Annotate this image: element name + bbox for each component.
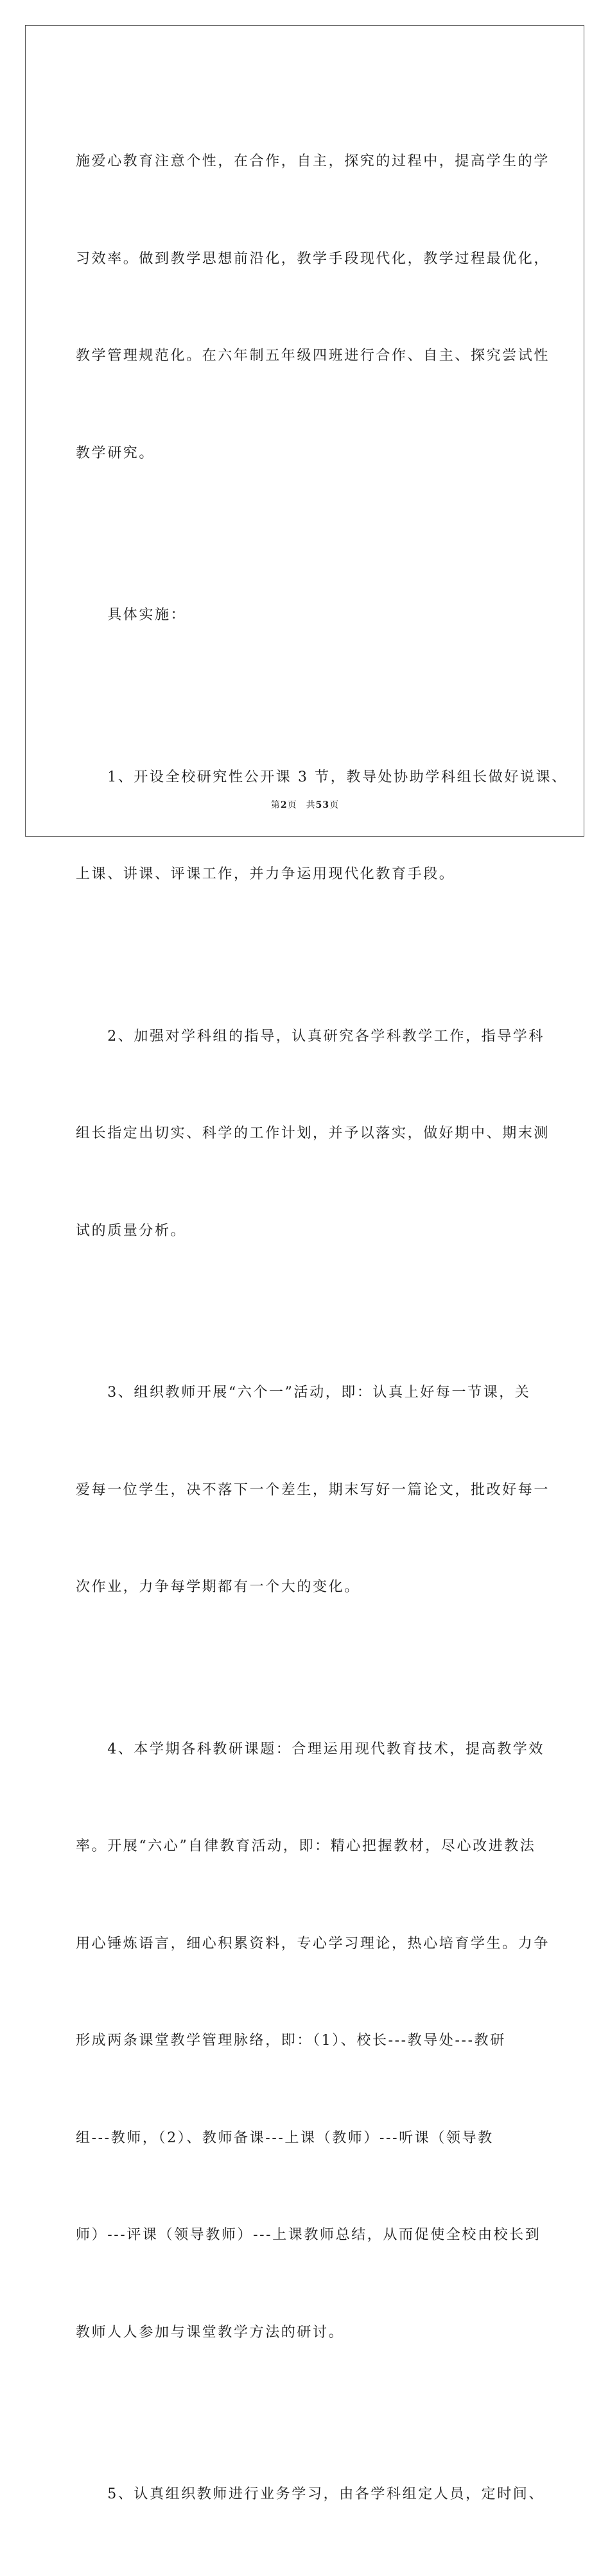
text-line: 教学管理规范化。在六年制五年级四班进行合作、自主、探究尝试性 <box>76 348 550 364</box>
text-line: 试的质量分析。 <box>76 1222 187 1239</box>
text-line: 上课、讲课、评课工作，并力争运用现代化教育手段。 <box>76 866 455 882</box>
paragraph-item-5 <box>76 2414 545 2576</box>
text-line: 组长指定出切实、科学的工作计划，并予以落实，做好期中、期末测 <box>76 1125 550 1141</box>
text-line: 施爱心教育注意个性，在合作，自主，探究的过程中，提高学生的学 <box>76 153 550 169</box>
paragraph-item-1 <box>76 697 568 956</box>
document-body <box>76 81 568 2576</box>
text-line: 5、认真组织教师进行业务学习，由各学科组定人员，定时间、 <box>76 2486 545 2502</box>
text-line: 习效率。做到教学思想前沿化，教学手段现代化，教学过程最优化， <box>76 250 550 267</box>
paragraph-item-4 <box>76 1669 550 2414</box>
total-label-suffix: 页 <box>329 800 340 810</box>
text-line: 用心锤炼语言，细心积累资料，专心学习理论，热心培育学生。力争 <box>76 1935 550 1952</box>
text-line: 组---教师，（2）、教师备课---上课（教师）---听课（领导教 <box>76 2129 494 2146</box>
page-label-suffix: 页 <box>287 800 297 810</box>
page-label-prefix: 第 <box>270 800 281 810</box>
page-footer <box>0 798 610 811</box>
text-line: 率。开展“六心”自律教育活动，即：精心把握教材，尽心改进教法 <box>76 1838 536 1854</box>
text-line: 教师人人参加与课堂教学方法的研讨。 <box>76 2324 345 2341</box>
text-line: 1、开设全校研究性公开课 3 节，教导处协助学科组长做好说课、 <box>76 769 568 785</box>
paragraph-intro <box>76 81 550 534</box>
text-line: 次作业，力争每学期都有一个大的变化。 <box>76 1579 360 1595</box>
section-heading: 具体实施： <box>76 607 187 623</box>
text-line: 教学研究。 <box>76 445 155 461</box>
text-line: 4、本学期各科教研课题：合理运用现代教育技术，提高教学效 <box>76 1741 545 1757</box>
paragraph-heading <box>76 534 534 697</box>
text-line: 3、组织教师开展“六个一”活动，即：认真上好每一节课，关 <box>76 1385 531 1401</box>
text-line: 爱每一位学生，决不落下一个差生，期末写好一篇论文，批改好每一 <box>76 1481 550 1498</box>
text-line: 师）---评课（领导教师）---上课教师总结，从而促使全校由校长到 <box>76 2227 541 2243</box>
paragraph-item-3 <box>76 1312 550 1669</box>
text-line: 形成两条课堂教学管理脉络，即：（1）、校长---教导处---教研 <box>76 2033 506 2049</box>
text-line: 2、加强对学科组的指导，认真研究各学科教学工作，指导学科 <box>76 1028 545 1045</box>
total-label-prefix: 共 <box>306 800 316 810</box>
page-number: 2 <box>280 800 288 810</box>
paragraph-item-2 <box>76 956 550 1313</box>
total-pages: 53 <box>315 800 330 810</box>
